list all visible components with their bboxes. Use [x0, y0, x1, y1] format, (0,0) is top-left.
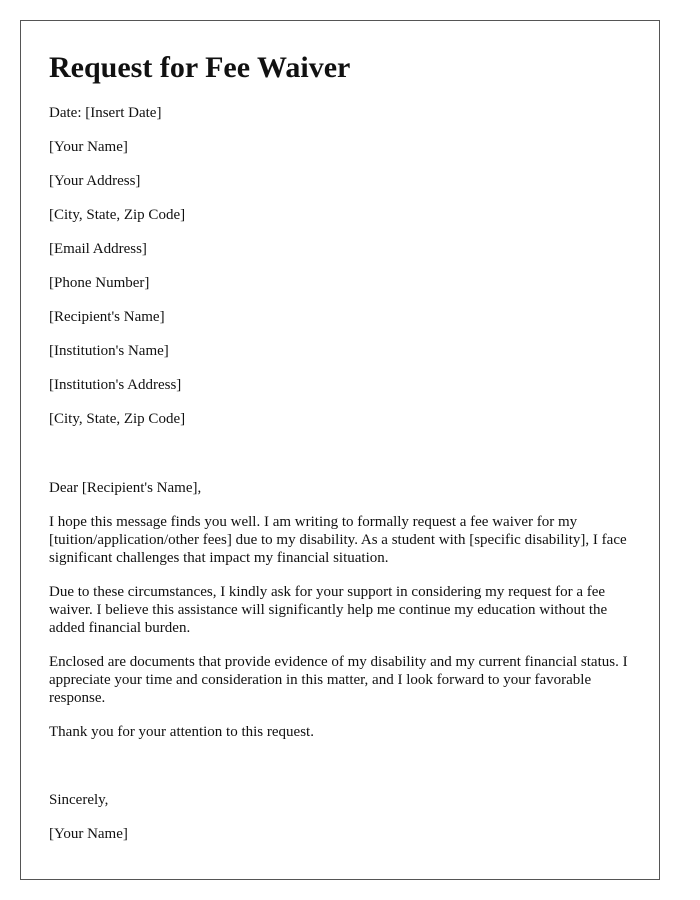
body-paragraph-4: Thank you for your attention to this request. — [49, 724, 314, 740]
date-line: Date: [Insert Date] — [49, 105, 162, 121]
letter-title: Request for Fee Waiver — [49, 51, 351, 84]
header-spacer — [49, 444, 631, 479]
sender-address: [Your Address] — [49, 173, 141, 189]
salutation: Dear [Recipient's Name], — [49, 480, 202, 496]
recipient-name: [Recipient's Name] — [49, 309, 165, 325]
sender-email: [Email Address] — [49, 241, 147, 257]
closing: Sincerely, — [49, 792, 109, 808]
signature: [Your Name] — [49, 826, 128, 842]
institution-city-state-zip: [City, State, Zip Code] — [49, 411, 186, 427]
institution-address: [Institution's Address] — [49, 377, 182, 393]
closing-spacer — [49, 757, 631, 791]
body-paragraph-3: Enclosed are documents that provide evidence of my disability and my current financial status. I appreciate your time and consideration in this matter, and I look forward to your favorable response. — [49, 654, 628, 706]
body-paragraph-1: I hope this message finds you well. I am writing to formally request a fee waiver for my [tuition/application/other fees] due to my disability. As a student with [specific disability], I face significant challenges that impact my financial situation. — [49, 514, 627, 566]
body-paragraph-2: Due to these circumstances, I kindly ask for your support in considering my request for a fee waiver. I believe this assistance will significantly help me continue my education without the added financial burden. — [49, 584, 608, 636]
sender-phone: [Phone Number] — [49, 275, 150, 291]
letter-page — [20, 20, 660, 880]
institution-name: [Institution's Name] — [49, 343, 169, 359]
sender-name: [Your Name] — [49, 139, 128, 155]
sender-city-state-zip: [City, State, Zip Code] — [49, 207, 186, 223]
